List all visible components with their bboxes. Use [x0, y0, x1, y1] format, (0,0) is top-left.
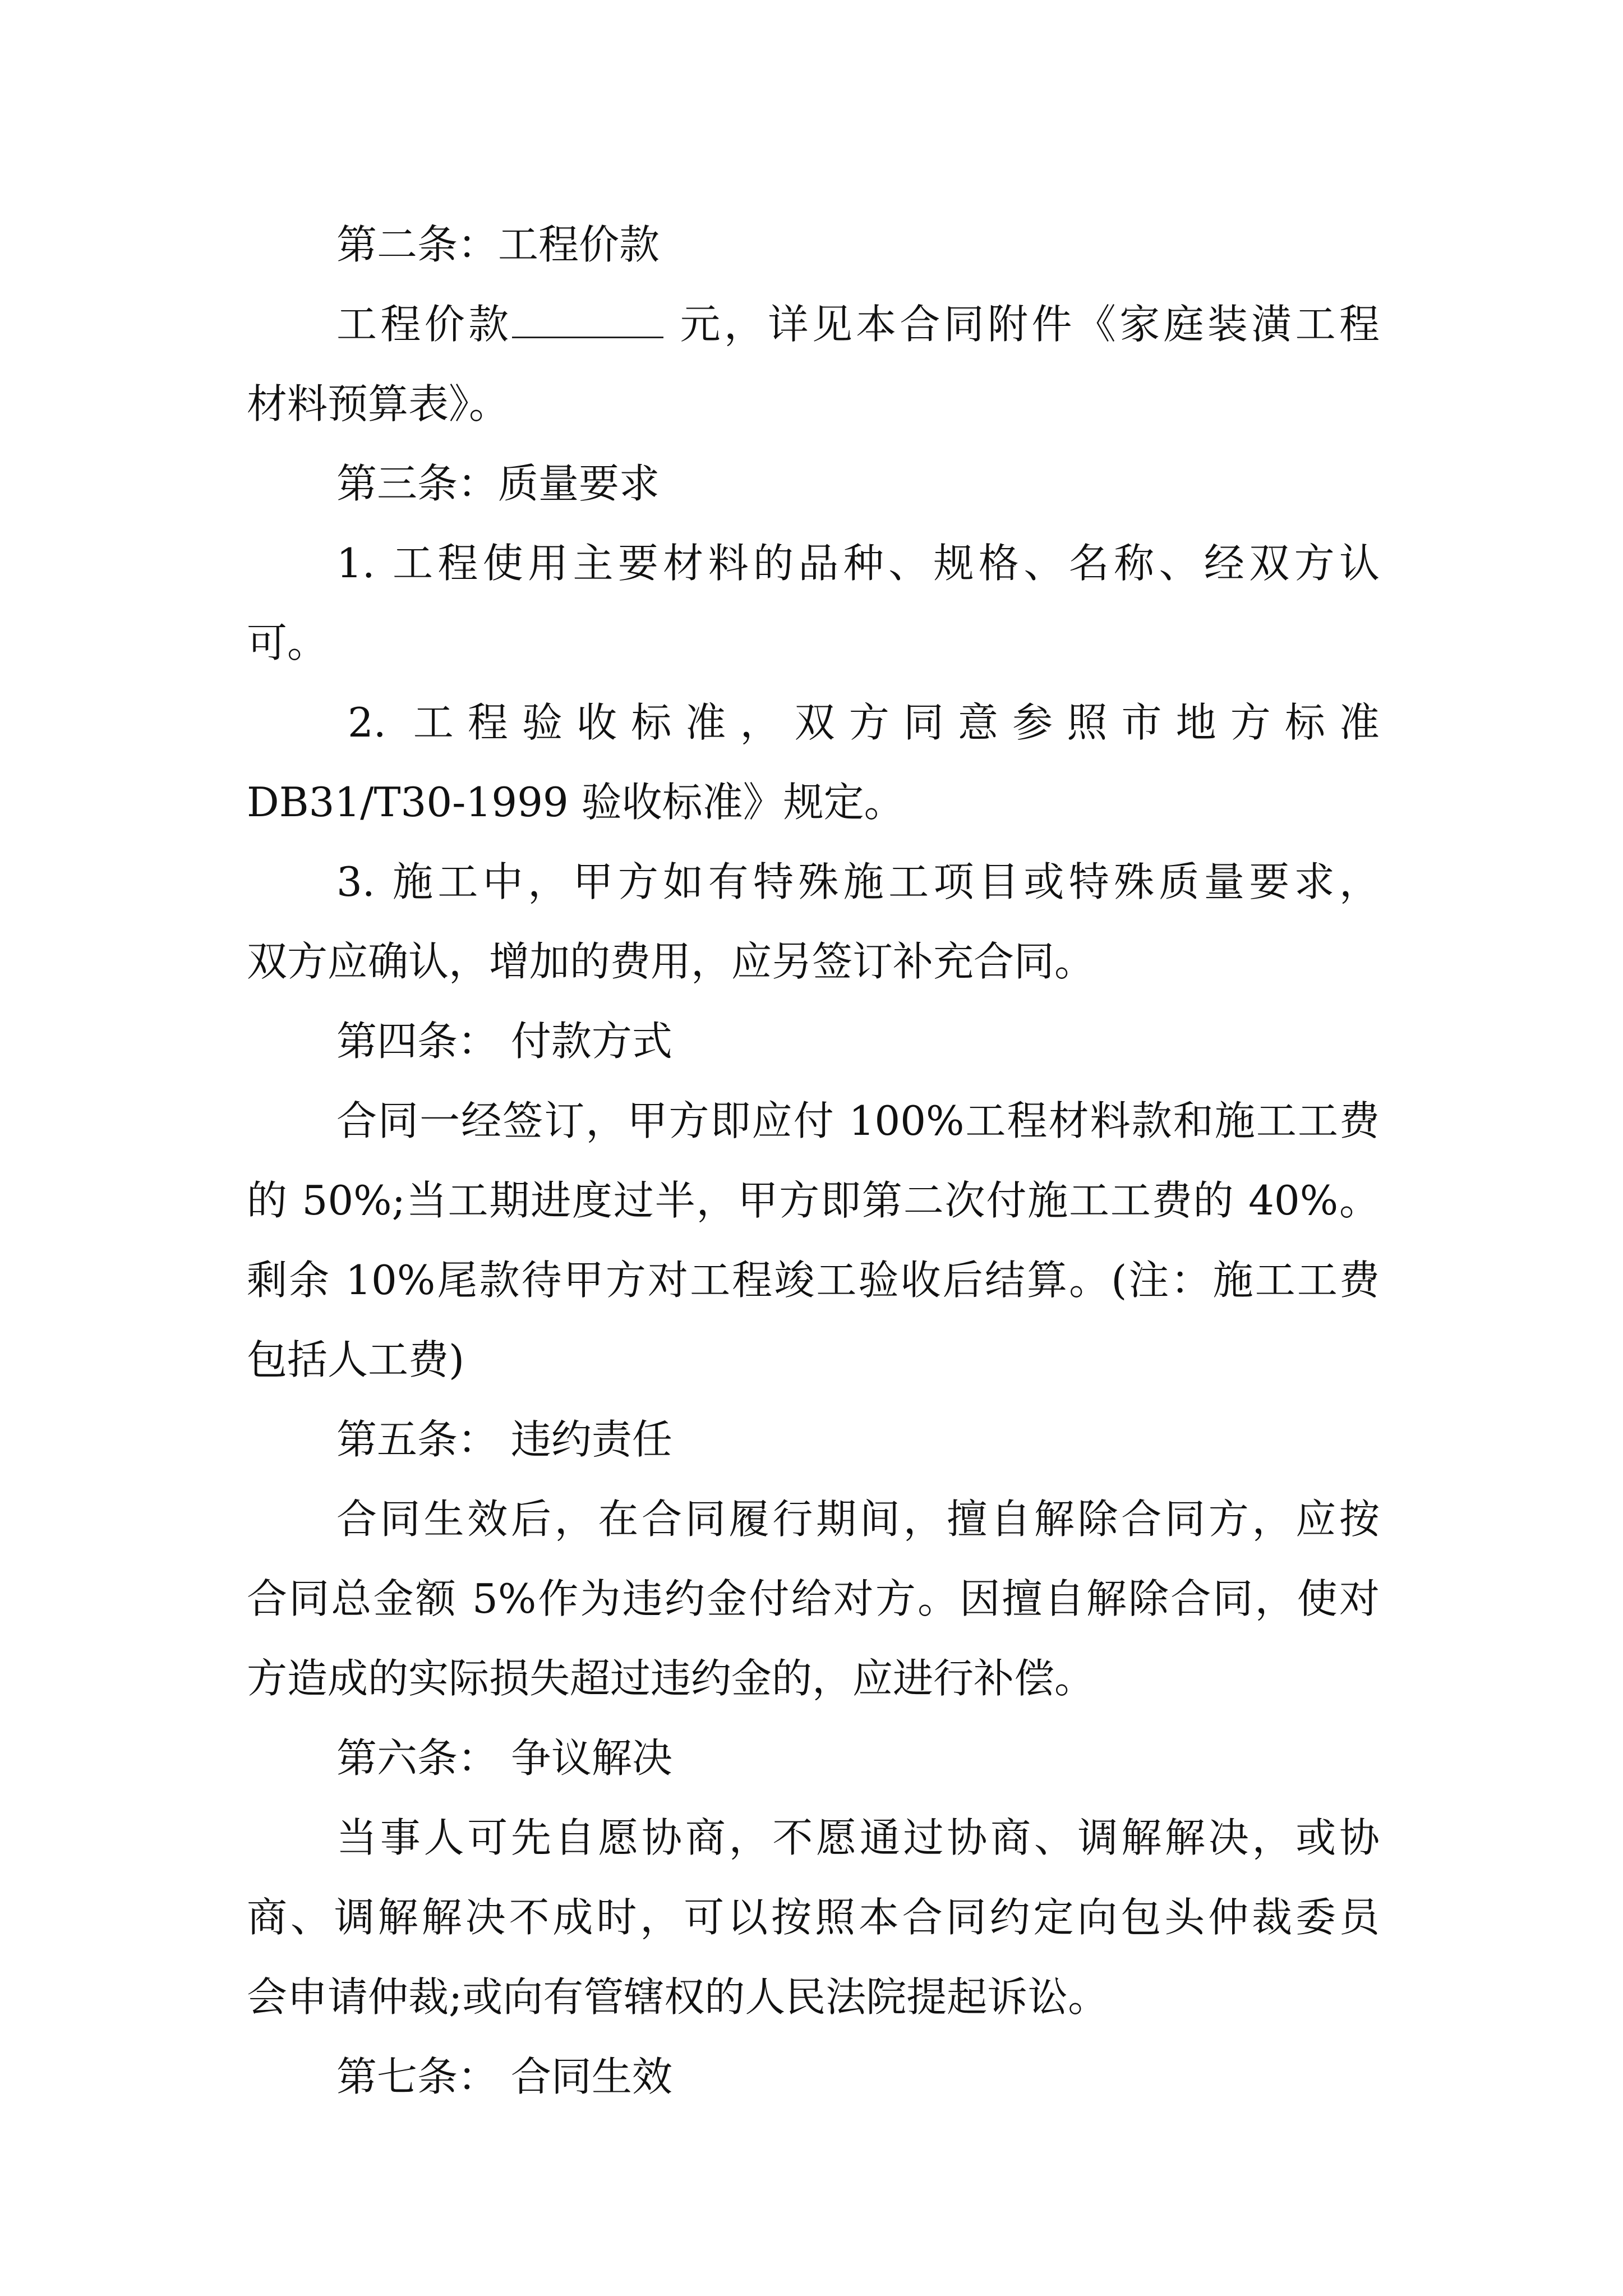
section-2-paragraph-line-1 [336, 297, 1380, 351]
section-5-title: 第五条： 违约责任 [336, 1416, 672, 1463]
section-2-text-after-blank: 元，详见本合同附件《家庭装潢工程 [663, 301, 1380, 348]
section-3-item-2-line-1: 2. 工程验收标准，双方同意参照市地方标准 [348, 699, 1380, 746]
section-4-paragraph-line-4: 包括人工费) [247, 1336, 465, 1383]
section-3-item-3-line-1: 3. 施工中，甲方如有特殊施工项目或特殊质量要求， [336, 858, 1380, 905]
section-3-item-1-line-2: 可。 [247, 619, 328, 666]
section-4-paragraph-line-2: 的 50%;当工期进度过半，甲方即第二次付施工工费的 40%。 [247, 1177, 1380, 1224]
section-5-paragraph-line-2: 合同总金额 5%作为违约金付给对方。因擅自解除合同，使对 [247, 1575, 1380, 1622]
section-6-paragraph-line-2: 商、调解解决不成时，可以按照本合同约定向包头仲裁委员 [247, 1894, 1380, 1941]
section-5-paragraph-line-3: 方造成的实际损失超过违约金的，应进行补偿。 [247, 1655, 1095, 1702]
section-4-title: 第四条： 付款方式 [336, 1018, 672, 1065]
section-3-item-3-line-2: 双方应确认，增加的费用，应另签订补充合同。 [247, 938, 1095, 985]
section-6-title: 第六条： 争议解决 [336, 1734, 672, 1782]
section-3-title: 第三条：质量要求 [336, 460, 660, 507]
section-6-paragraph-line-1: 当事人可先自愿协商，不愿通过协商、调解解决，或协 [336, 1814, 1380, 1861]
section-5-paragraph-line-1: 合同生效后，在合同履行期间，擅自解除合同方，应按 [336, 1496, 1380, 1543]
section-2-text-before-blank: 工程价款 [336, 301, 513, 348]
section-7-title: 第七条： 合同生效 [336, 2053, 672, 2100]
section-2-paragraph-line-2: 材料预算表》。 [247, 380, 510, 427]
price-blank-underline [512, 303, 663, 338]
section-3-item-2-line-2: DB31/T30-1999 验收标准》规定。 [247, 779, 905, 826]
section-3-item-1-line-1: 1. 工程使用主要材料的品种、规格、名称、经双方认 [336, 540, 1380, 587]
section-4-paragraph-line-3: 剩余 10%尾款待甲方对工程竣工验收后结算。(注：施工工费 [247, 1257, 1380, 1304]
section-4-paragraph-line-1: 合同一经签订，甲方即应付 100%工程材料款和施工工费 [336, 1097, 1380, 1144]
section-2-title: 第二条：工程价款 [336, 221, 660, 268]
section-6-paragraph-line-3: 会申请仲裁;或向有管辖权的人民法院提起诉讼。 [247, 1973, 1109, 2021]
